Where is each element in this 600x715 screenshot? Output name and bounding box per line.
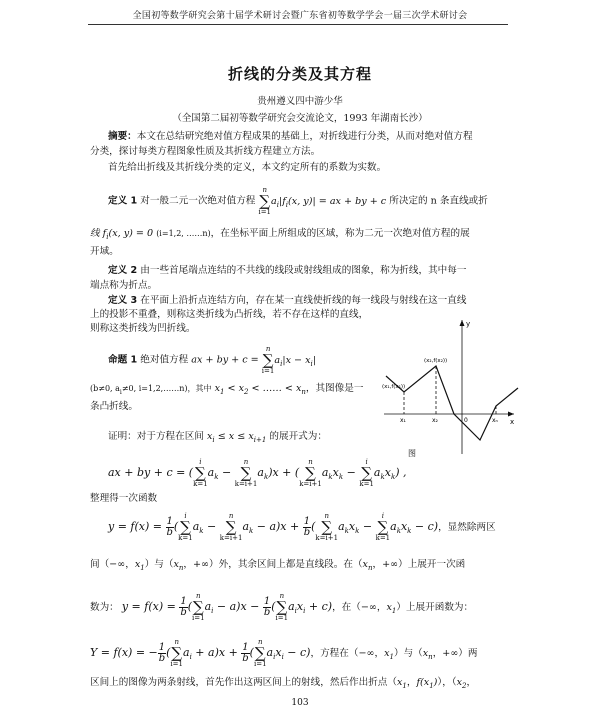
point-label-1: (x₁,f(x₁)) <box>382 384 406 390</box>
expansion-equation: ax + by + c = ( i ∑ k=1 $a_k$ − n ∑ k=i+1 $a_k)x$ + ( n ∑ k=i+1 $a_kx_k$ − i ∑ k=1 $a_kx_k$) , <box>108 458 407 488</box>
abstract-line-1: 摘要：本文在总结研究绝对值方程成果的基础上，对折线进行分类，从而对绝对值方程 <box>108 131 473 142</box>
definition-3-line-2: 上的投影不重叠，则称这类折线为凸折线，若不存在这样的直线， <box>90 309 369 320</box>
definition-2-line-1: 定义 2 由一些首尾端点连结的不共线的线段或射线组成的图象，称为折线，其中每一 <box>108 265 467 276</box>
conference-note: （全国第二届初等数学研究会交流论文，1993 年湖南长沙） <box>172 113 428 124</box>
definition-1-line-1: 定义 1 对一般二元一次绝对值方程 n ∑ i=1 $a_i|f_i(x$, y)| = ax + by + c 所决定的 n 条直线或折 <box>108 186 488 216</box>
abstract-line-2: 分类，探讨每类方程图象性质及其折线方程建立方法。 <box>90 146 321 157</box>
proposition-1-line-1: 命题 1 绝对值方程 ax + by + c = n ∑ i=1 $a_i|x - x_i|$ <box>108 345 317 375</box>
intro-line: 首先给出折线及其折线分类的定义，本文约定所有的系数为实数。 <box>108 162 387 173</box>
polyline-graph <box>386 366 518 440</box>
tick-xn: xₙ <box>492 417 498 424</box>
definition-1-line-2: 线 $f_i(x$, y) = 0 (i=1,2, ……n)，在坐标平面上所组成的区域，称为二元一次绝对值方程的展 <box>90 228 470 241</box>
running-header: 全国初等数学研究会第十届学术研讨会暨广东省初等数学学会一届三次学术研讨会 <box>132 11 468 21</box>
proof-line-function-1: 数为： y = f(x) = $\frac{1}{b}$ ( n ∑ i=1 $a_i - a)x$ − $\frac{1}{b}$ ( n ∑ i=1 $a_ix_i + c$)，在（−∞，$x_1$）上展开函数为： <box>90 592 474 622</box>
x-axis-label: x <box>510 418 515 426</box>
proof-line-function-2: Y = f(x) = − $\frac{1}{b}$ ( n ∑ i=1 $a_i + a)x$ + $\frac{1}{b}$ ( n ∑ i=1 $a_ix_i - c$)，方程在（−∞，$x_1$）与（$x_n$，+∞）两 <box>90 638 478 668</box>
header-rule <box>88 24 508 25</box>
definition-2-line-2: 端点称为折点。 <box>90 280 158 291</box>
proof-line-final: 区间上的图像为两条射线，首先作出这两区间上的射线，然后作出折点（$x_1$，$f(x_1)$），（$x_2$， <box>90 677 477 690</box>
proposition-1-line-3: 条凸折线。 <box>90 401 138 412</box>
paper-title: 折线的分类及其方程 <box>227 65 372 83</box>
y-axis-label: y <box>466 320 471 328</box>
tick-x1: x₁ <box>400 417 406 424</box>
point-label-2: (x₂,f(x₂)) <box>424 358 448 364</box>
figure-caption: 图 <box>408 449 416 458</box>
x-axis-arrow <box>508 412 514 417</box>
polyline-figure <box>380 316 520 456</box>
proof-line-interval: 间（−∞，$x_1$）与（$x_n$，+∞）外，其余区间上都是直线段。在（$x_n$，+∞）上展开一次函 <box>90 559 466 572</box>
proposition-1-line-2: (b≠0, $a_i\ne 0$, i=1,2,……n)，其中 $x_1 < x_2$ < …… < $x_n$，其图像是一 <box>90 383 364 396</box>
linear-function-equation: y = f(x) = $\frac{1}{b}$ ( i ∑ k=1 $a_k$ − n ∑ k=i+1 $a_k - a)x$ + $\frac{1}{b}$ ( n ∑ k=i+1 $a_kx_k$ − i ∑ k=1 $a_kx_k - c$)，显然除两区 <box>108 512 496 542</box>
tick-x2: x₂ <box>432 417 438 424</box>
author-line: 贵州遵义四中游少华 <box>257 96 343 107</box>
abstract-label: 摘要： <box>108 131 137 142</box>
y-axis-arrow <box>460 320 465 326</box>
page-number: 103 <box>291 698 309 708</box>
origin-label: 0 <box>464 417 468 424</box>
proof-line-1: 证明：对于方程在区间 $x_i \le x \le x_{i+1}$ 的展开式为： <box>108 431 327 444</box>
definition-3-line-3: 则称这类折线为凹折线。 <box>90 323 196 334</box>
proof-tidy-line: 整理得一次函数 <box>90 493 158 504</box>
definition-1-line-3: 开域。 <box>90 246 119 257</box>
definition-3-line-1: 定义 3 在平面上沿折点连结方向，存在某一直线使折线的每一线段与射线在这一直线 <box>108 295 467 306</box>
